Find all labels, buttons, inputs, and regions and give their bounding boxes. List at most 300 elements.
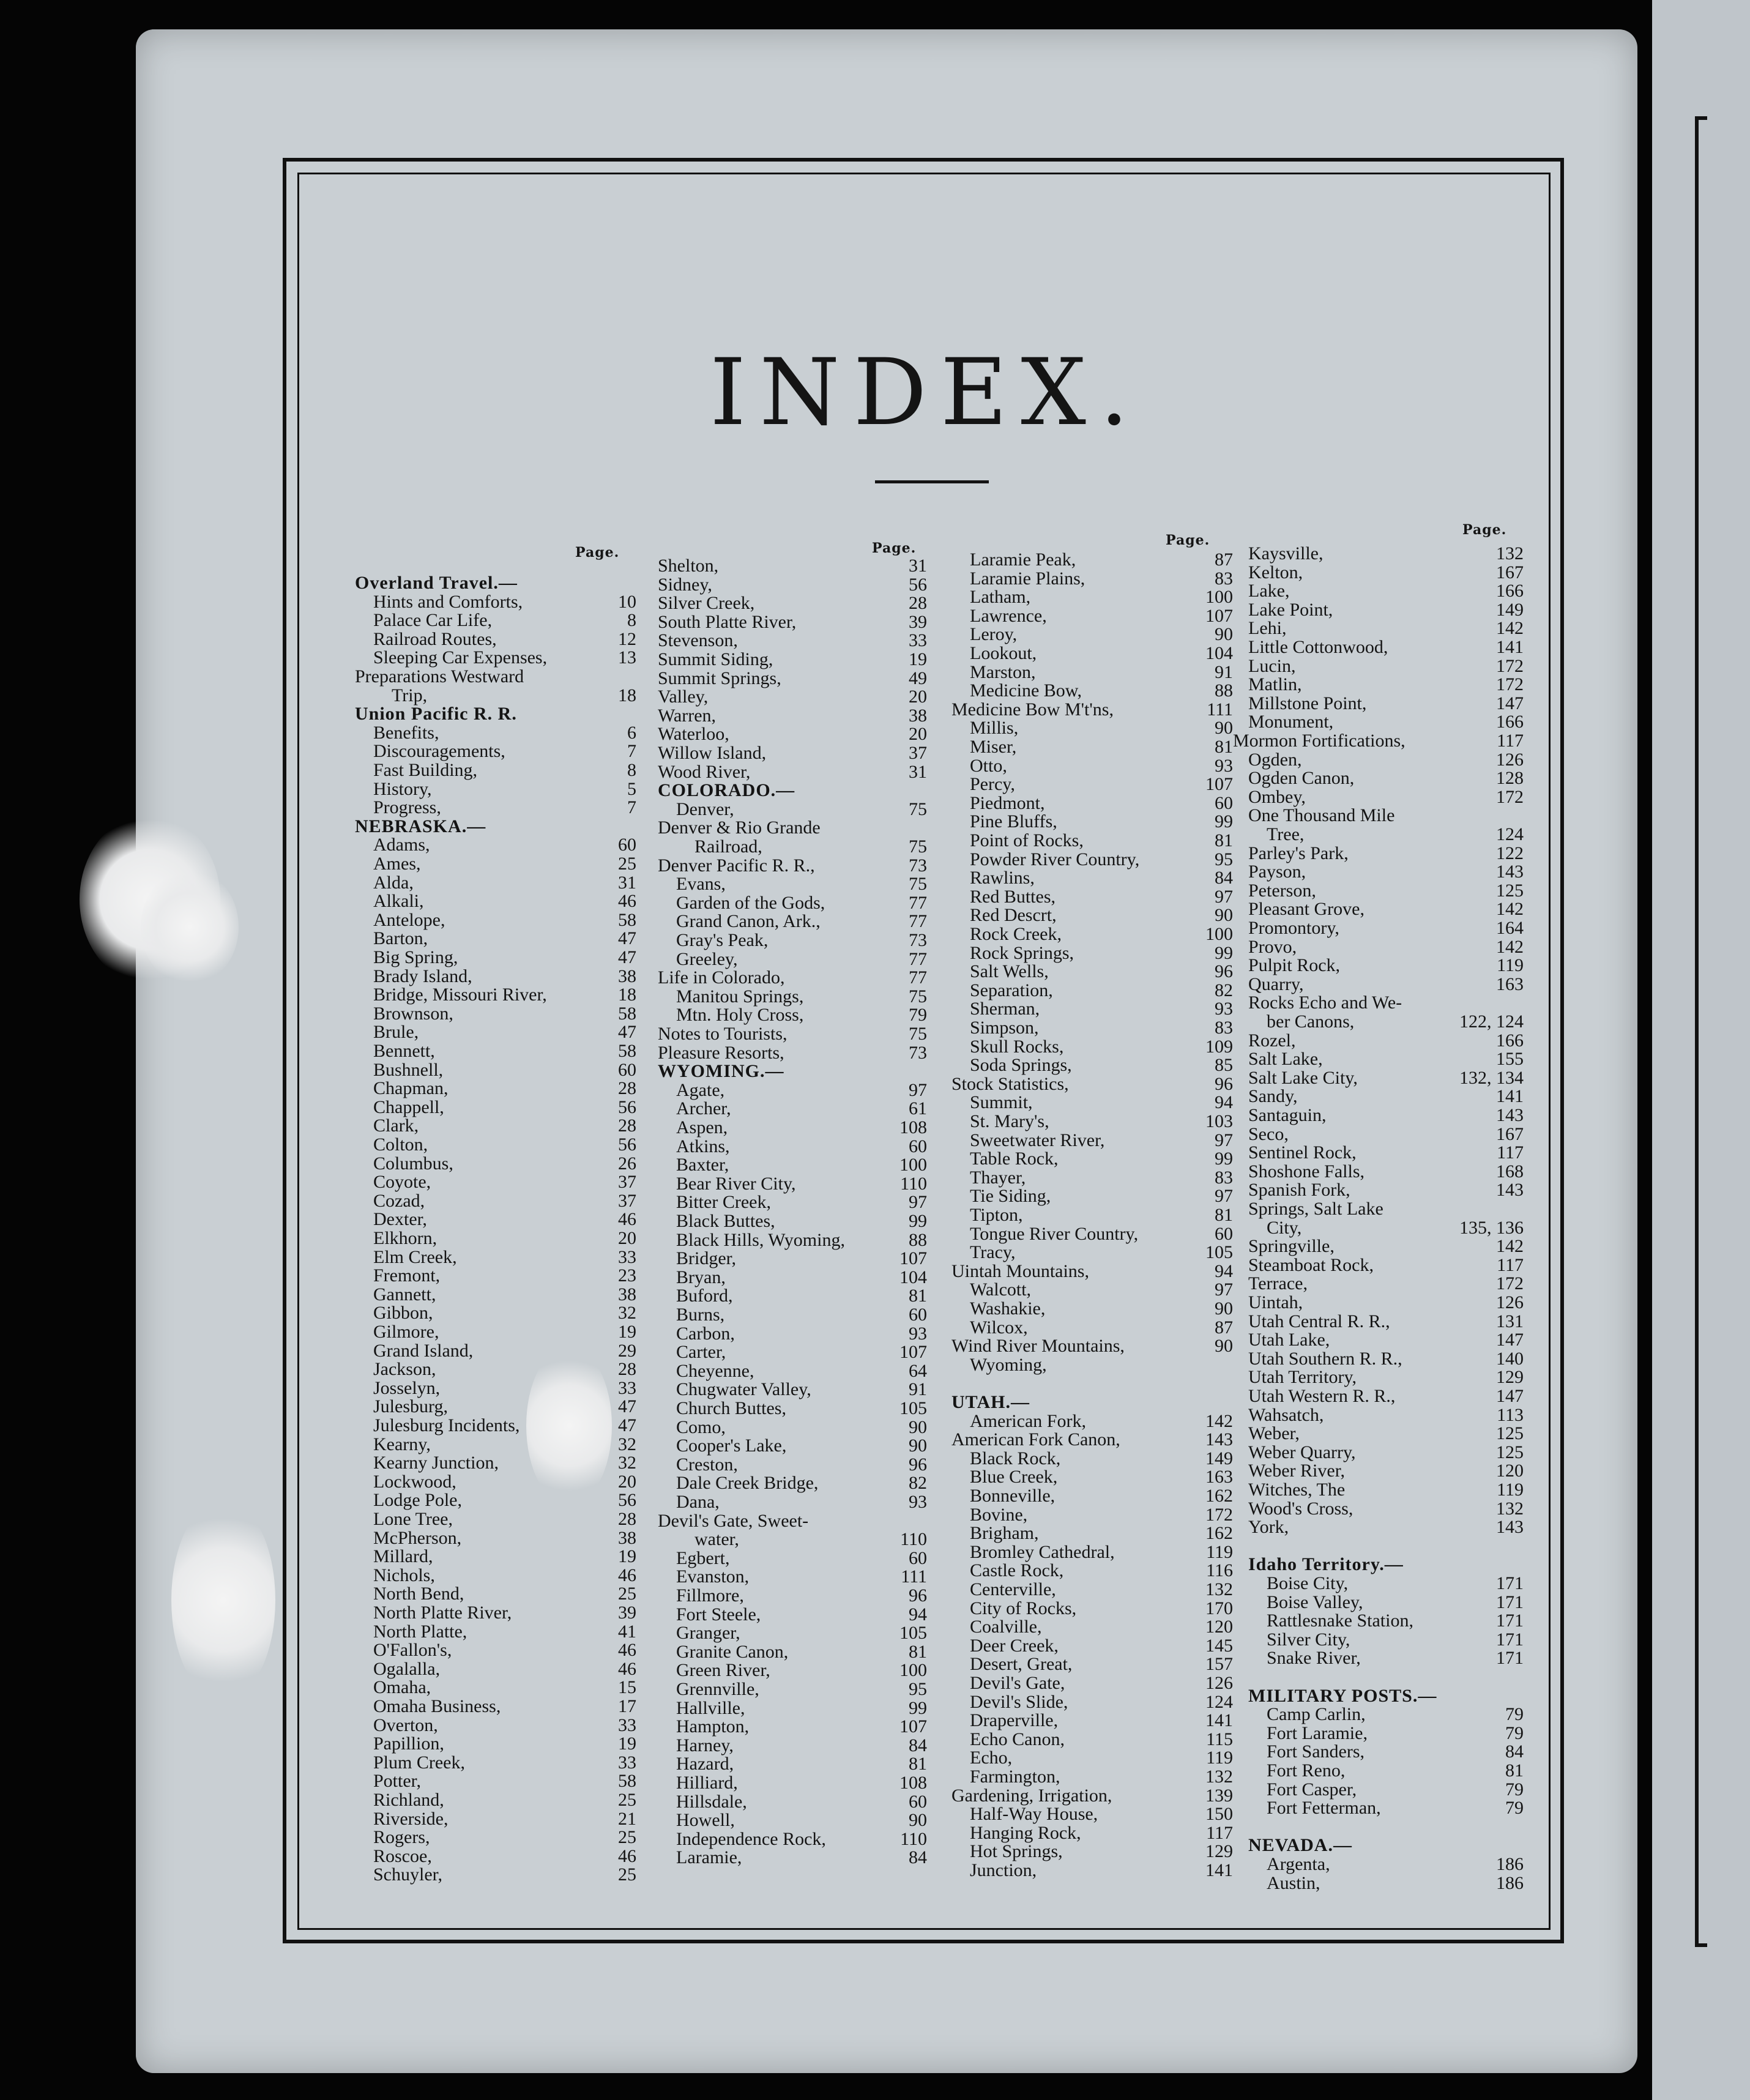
index-entry	[658, 1418, 939, 1437]
entry-text: Richland,	[373, 1790, 444, 1810]
entry-page-number: 132	[1496, 543, 1524, 564]
entry-page-number: 150	[1205, 1804, 1233, 1825]
index-entry	[1248, 1275, 1530, 1293]
index-entry	[1248, 676, 1530, 694]
entry-text: Monument,	[1248, 712, 1334, 732]
paper-stain	[171, 1499, 275, 1701]
index-entry	[658, 631, 939, 650]
entry-page-number: 140	[1496, 1348, 1524, 1369]
entry-page-number: 132	[1496, 1498, 1524, 1519]
entry-text: Witches, The	[1248, 1480, 1346, 1500]
entry-page-number: 107	[899, 1716, 927, 1737]
index-entry	[355, 836, 636, 854]
entry-page-number: 135, 136	[1459, 1217, 1524, 1238]
entry-text: Bonneville,	[970, 1486, 1056, 1506]
entry-text: Summit Siding,	[658, 649, 773, 669]
entry-text: Roscoe,	[373, 1845, 432, 1866]
entry-page-number: 56	[618, 1097, 636, 1117]
entry-text: Skull Rocks,	[970, 1036, 1064, 1057]
index-entry	[951, 832, 1257, 850]
entry-text: Red Buttes,	[970, 886, 1056, 907]
index-entry	[1248, 844, 1530, 863]
entry-text: Medicine Bow M't'ns,	[951, 699, 1114, 720]
entry-page-number: 124	[1496, 824, 1524, 844]
entry-page-number: 47	[618, 947, 636, 967]
entry-text: Riverside,	[373, 1808, 449, 1829]
index-entry	[355, 1566, 636, 1585]
entry-page-number: 26	[618, 1153, 636, 1174]
entry-text: Stevenson,	[658, 630, 738, 651]
entry-page-number: 172	[1496, 786, 1524, 807]
index-entry	[951, 663, 1257, 682]
entry-text: Argenta,	[1267, 1854, 1330, 1874]
index-entry	[355, 1267, 636, 1285]
entry-page-number: 79	[1505, 1779, 1524, 1800]
entry-page-number: 56	[909, 574, 927, 595]
index-entry	[355, 1623, 636, 1641]
entry-page-number: 143	[1496, 862, 1524, 882]
entry-text: Fort Reno,	[1267, 1760, 1346, 1781]
index-entry	[658, 894, 939, 912]
entry-page-number: 81	[1215, 830, 1233, 851]
entry-page-number: 104	[899, 1267, 927, 1287]
entry-text: Atkins,	[676, 1136, 730, 1156]
entry-text: Fort Laramie,	[1267, 1722, 1368, 1743]
entry-page-number: 141	[1205, 1710, 1233, 1731]
entry-page-number: 99	[909, 1697, 927, 1718]
entry-page-number: 39	[909, 611, 927, 632]
entry-text: Peterson,	[1248, 880, 1316, 901]
page-column-heading: Page.	[872, 540, 917, 556]
entry-page-number: 147	[1496, 1386, 1524, 1406]
index-entry	[658, 1249, 939, 1268]
index-entry	[1248, 1574, 1530, 1593]
entry-text: Aspen,	[676, 1117, 728, 1138]
entry-text: Shoshone Falls,	[1248, 1161, 1365, 1182]
entry-text: Springs, Salt Lake	[1248, 1199, 1383, 1219]
index-entry	[1248, 1219, 1530, 1237]
index-section-heading	[1248, 1687, 1530, 1705]
index-entry	[355, 1023, 636, 1041]
entry-text: UTAH.—	[951, 1392, 1030, 1412]
index-entry	[951, 981, 1257, 1000]
entry-text: Railroad,	[694, 836, 762, 857]
index-entry	[658, 1624, 939, 1642]
entry-page-number: 31	[618, 872, 636, 893]
entry-page-number: 33	[618, 1377, 636, 1398]
index-entry	[355, 1678, 636, 1697]
entry-page-number: 93	[1215, 755, 1233, 776]
entry-page-number: 28	[618, 1078, 636, 1099]
index-entry	[1248, 1874, 1530, 1893]
entry-page-number: 115	[1206, 1729, 1233, 1749]
entry-text: Plum Creek,	[373, 1752, 465, 1773]
entry-text: Hilliard,	[676, 1773, 738, 1793]
index-entry	[1248, 619, 1530, 638]
entry-text: Sentinel Rock,	[1248, 1142, 1357, 1163]
entry-page-number: 141	[1496, 637, 1524, 657]
index-entry	[1248, 1181, 1530, 1199]
entry-text: York,	[1248, 1517, 1289, 1538]
entry-text: Fillmore,	[676, 1585, 744, 1606]
entry-page-number: 163	[1496, 974, 1524, 994]
entry-text: Seco,	[1248, 1123, 1289, 1144]
entry-text: Tongue River Country,	[970, 1223, 1139, 1244]
entry-page-number: 15	[618, 1677, 636, 1698]
index-entry	[1248, 1144, 1530, 1162]
index-entry	[1248, 1518, 1530, 1536]
entry-text: Agate,	[676, 1079, 725, 1100]
entry-text: Manitou Springs,	[676, 986, 804, 1007]
index-entry	[658, 1156, 939, 1174]
entry-page-number: 75	[909, 1024, 927, 1044]
entry-text: Brady Island,	[373, 966, 472, 986]
entry-page-number: 56	[618, 1134, 636, 1155]
index-entry	[355, 1323, 636, 1341]
index-entry	[951, 1112, 1257, 1131]
index-entry	[658, 707, 939, 725]
index-entry	[1248, 788, 1530, 806]
index-entry	[951, 1693, 1257, 1711]
index-entry	[951, 1674, 1257, 1692]
entry-page-number: 60	[1215, 1223, 1233, 1244]
entry-page-number: 81	[1505, 1760, 1524, 1781]
entry-page-number: 84	[1215, 868, 1233, 888]
entry-page-number: 99	[909, 1211, 927, 1231]
entry-text: Preparations Westward	[355, 666, 524, 687]
entry-page-number: 75	[909, 986, 927, 1007]
entry-text: Denver Pacific R. R.,	[658, 855, 815, 876]
entry-text: Sandy,	[1248, 1086, 1298, 1107]
index-entry	[658, 1737, 939, 1755]
index-entry	[1248, 1649, 1530, 1667]
index-entry	[658, 1587, 939, 1605]
entry-page-number: 90	[909, 1435, 927, 1456]
entry-text: Washakie,	[970, 1298, 1046, 1319]
entry-page-number: 143	[1205, 1429, 1233, 1450]
entry-text: North Platte River,	[373, 1603, 512, 1623]
entry-text: American Fork,	[970, 1410, 1086, 1431]
entry-page-number: 6	[627, 722, 636, 743]
index-entry	[951, 1019, 1257, 1037]
index-entry	[355, 611, 636, 630]
entry-text: Mormon Fortifications,	[1233, 731, 1406, 751]
entry-text: Grand Canon, Ark.,	[676, 911, 821, 932]
index-entry	[658, 1643, 939, 1661]
entry-text: Sherman,	[970, 999, 1040, 1019]
index-entry	[658, 763, 939, 781]
entry-page-number: 90	[1215, 905, 1233, 926]
title-rule	[875, 480, 989, 483]
entry-page-number: 105	[899, 1623, 927, 1644]
entry-text: Kearny Junction,	[373, 1453, 499, 1473]
index-entry	[951, 888, 1257, 906]
entry-text: Jackson,	[373, 1359, 436, 1380]
entry-text: Big Spring,	[373, 947, 458, 967]
entry-page-number: 168	[1496, 1161, 1524, 1182]
entry-text: Waterloo,	[658, 724, 729, 745]
index-entry	[355, 911, 636, 929]
entry-page-number: 75	[909, 799, 927, 819]
index-entry	[658, 1100, 939, 1118]
entry-page-number: 172	[1496, 1273, 1524, 1294]
index-entry	[951, 1562, 1257, 1580]
index-entry	[355, 1547, 636, 1566]
entry-text: Lawrence,	[970, 605, 1047, 626]
entry-text: Ogden Canon,	[1248, 768, 1355, 789]
index-entry	[951, 1000, 1257, 1018]
entry-page-number: 79	[1505, 1722, 1524, 1743]
entry-text: Willow Island,	[658, 743, 767, 763]
index-entry	[951, 1805, 1257, 1823]
entry-page-number: 82	[1215, 980, 1233, 1000]
entry-page-number: 164	[1496, 918, 1524, 938]
entry-text: North Bend,	[373, 1584, 464, 1604]
entry-page-number: 84	[909, 1847, 927, 1868]
entry-text: Black Buttes,	[676, 1211, 775, 1231]
entry-page-number: 91	[909, 1379, 927, 1400]
entry-page-number: 47	[618, 1396, 636, 1417]
index-entry	[658, 1474, 939, 1492]
page-column-heading: Page.	[1166, 532, 1210, 548]
index-entry	[1248, 1743, 1530, 1761]
index-entry	[951, 1468, 1257, 1486]
entry-text: Railroad Routes,	[373, 628, 497, 649]
entry-page-number: 47	[618, 928, 636, 949]
index-entry	[951, 1768, 1257, 1786]
entry-text: Millard,	[373, 1546, 433, 1567]
entry-page-number: 46	[618, 1209, 636, 1230]
index-entry	[1248, 1799, 1530, 1817]
entry-text: Greeley,	[676, 948, 738, 969]
entry-text: Columbus,	[373, 1153, 453, 1174]
entry-text: Harney,	[676, 1735, 734, 1756]
entry-text: Parley's Park,	[1248, 843, 1349, 863]
entry-page-number: 132	[1205, 1579, 1233, 1599]
index-entry	[1233, 731, 1530, 751]
entry-text: Leroy,	[970, 624, 1018, 645]
entry-page-number: 96	[909, 1454, 927, 1475]
entry-text: Ogalalla,	[373, 1658, 441, 1679]
index-entry	[1248, 1087, 1530, 1106]
index-entry	[355, 1697, 636, 1716]
page-title: INDEX.	[710, 340, 1142, 446]
entry-page-number: 147	[1496, 693, 1524, 713]
index-entry	[1248, 1818, 1530, 1836]
entry-page-number: 58	[618, 909, 636, 930]
entry-page-number: 64	[909, 1360, 927, 1381]
index-entry	[355, 1716, 636, 1735]
entry-page-number: 33	[909, 630, 927, 651]
entry-page-number: 117	[1206, 1822, 1233, 1843]
index-entry	[951, 1543, 1257, 1562]
entry-page-number: 8	[627, 760, 636, 780]
index-entry	[1248, 769, 1530, 788]
index-entry	[658, 931, 939, 950]
entry-text: Discouragements,	[373, 741, 505, 762]
index-entry	[658, 1793, 939, 1811]
entry-text: Brownson,	[373, 1003, 453, 1024]
entry-page-number: 20	[618, 1228, 636, 1248]
index-entry	[1248, 1855, 1530, 1874]
entry-page-number: 149	[1496, 599, 1524, 620]
entry-text: Salt Lake City,	[1248, 1067, 1358, 1088]
entry-text: Notes to Tourists,	[658, 1024, 788, 1044]
entry-text: Gray's Peak,	[676, 930, 769, 950]
entry-page-number: 119	[1497, 955, 1524, 976]
index-entry	[1248, 638, 1530, 657]
entry-page-number: 104	[1205, 643, 1233, 663]
entry-text: Elkhorn,	[373, 1228, 438, 1248]
entry-page-number: 100	[1205, 587, 1233, 608]
entry-text: Promontory,	[1248, 918, 1339, 938]
entry-page-number: 97	[1215, 1279, 1233, 1300]
index-entry	[951, 1749, 1257, 1767]
index-entry	[658, 988, 939, 1006]
entry-text: O'Fallon's,	[373, 1640, 452, 1661]
entry-page-number: 125	[1496, 880, 1524, 901]
index-entry	[355, 687, 636, 705]
entry-page-number: 37	[618, 1172, 636, 1193]
entry-page-number: 75	[909, 874, 927, 895]
index-entry	[355, 1117, 636, 1135]
index-entry	[951, 1187, 1257, 1205]
entry-page-number: 46	[618, 891, 636, 912]
entry-page-number: 142	[1496, 1236, 1524, 1257]
index-entry	[355, 1210, 636, 1229]
entry-page-number: 122, 124	[1459, 1011, 1524, 1032]
entry-text: Bitter Creek,	[676, 1192, 771, 1213]
entry-text: Marston,	[970, 661, 1036, 682]
entry-page-number: 77	[909, 948, 927, 969]
index-entry	[951, 1093, 1257, 1112]
entry-text: Lucin,	[1248, 655, 1296, 676]
entry-page-number: 32	[618, 1303, 636, 1324]
index-entry	[1248, 1724, 1530, 1743]
entry-page-number: 171	[1496, 1648, 1524, 1669]
index-entry	[355, 855, 636, 873]
entry-page-number: 81	[1215, 737, 1233, 757]
entry-page-number: 95	[1215, 849, 1233, 869]
entry-text: Table Rock,	[970, 1149, 1059, 1169]
entry-page-number: 117	[1497, 731, 1524, 751]
entry-text: Life in Colorado,	[658, 967, 785, 988]
entry-page-number: 31	[909, 556, 927, 576]
index-entry	[658, 800, 939, 819]
entry-page-number: 20	[909, 724, 927, 745]
entry-page-number: 20	[909, 687, 927, 707]
entry-page-number: 37	[909, 743, 927, 763]
entry-text: Kaysville,	[1248, 543, 1324, 564]
entry-text: Tie Siding,	[970, 1186, 1051, 1207]
entry-text: Dale Creek Bridge,	[676, 1473, 819, 1494]
index-entry	[951, 1524, 1257, 1543]
index-entry	[1248, 1294, 1530, 1312]
entry-page-number: 58	[618, 1003, 636, 1024]
entry-text: Bridge, Missouri River,	[373, 985, 547, 1005]
entry-page-number: 119	[1497, 1480, 1524, 1500]
entry-page-number: 60	[909, 1791, 927, 1812]
index-entry	[658, 1343, 939, 1361]
entry-text: Garden of the Gods,	[676, 892, 825, 913]
entry-text: Clark,	[373, 1115, 419, 1136]
entry-text: American Fork Canon,	[951, 1429, 1120, 1450]
entry-text: Desert, Great,	[970, 1654, 1073, 1675]
entry-text: Piedmont,	[970, 792, 1045, 813]
index-entry	[1248, 1163, 1530, 1181]
entry-text: COLORADO.—	[658, 780, 795, 801]
index-entry	[1248, 751, 1530, 769]
index-entry	[951, 1412, 1257, 1431]
entry-page-number: 18	[618, 685, 636, 706]
entry-text: Laramie,	[676, 1847, 742, 1868]
entry-text: Camp Carlin,	[1267, 1704, 1366, 1725]
entry-text: Hot Springs,	[970, 1841, 1063, 1862]
index-entry	[951, 1243, 1257, 1262]
entry-page-number: 142	[1496, 936, 1524, 957]
entry-page-number: 167	[1496, 562, 1524, 583]
entry-page-number: 75	[909, 836, 927, 857]
index-entry	[1248, 564, 1530, 582]
entry-page-number: 60	[618, 1059, 636, 1080]
index-entry	[951, 625, 1257, 644]
entry-text: Deer Creek,	[970, 1635, 1059, 1656]
index-entry	[658, 1849, 939, 1867]
entry-page-number: 111	[1207, 699, 1233, 720]
entry-page-number: 171	[1496, 1573, 1524, 1593]
entry-page-number: 33	[618, 1246, 636, 1267]
index-entry	[658, 1661, 939, 1680]
index-entry	[355, 1005, 636, 1023]
entry-text: Santaguin,	[1248, 1105, 1327, 1125]
entry-page-number: 116	[1206, 1560, 1233, 1581]
index-section-heading	[658, 781, 939, 800]
entry-page-number: 132, 134	[1459, 1067, 1524, 1088]
entry-page-number: 108	[899, 1773, 927, 1793]
index-entry	[951, 1637, 1257, 1655]
entry-text: Rozel,	[1248, 1030, 1296, 1051]
index-entry	[355, 986, 636, 1004]
entry-page-number: 147	[1496, 1330, 1524, 1350]
entry-text: Tree,	[1267, 824, 1305, 844]
entry-text: Denver & Rio Grande	[658, 817, 821, 838]
entry-text: Egbert,	[676, 1547, 730, 1568]
entry-page-number: 171	[1496, 1592, 1524, 1612]
entry-page-number: 111	[901, 1566, 927, 1587]
index-entry	[355, 1379, 636, 1398]
index-entry	[658, 1175, 939, 1193]
entry-page-number: 20	[618, 1471, 636, 1492]
index-entry	[1248, 825, 1530, 844]
entry-text: Utah Western R. R.,	[1248, 1386, 1396, 1406]
index-entry	[951, 1861, 1257, 1880]
entry-page-number: 97	[1215, 886, 1233, 907]
entry-text: Chapman,	[373, 1078, 449, 1099]
index-entry	[1248, 1125, 1530, 1144]
entry-text: Como,	[676, 1417, 726, 1437]
index-entry	[658, 1025, 939, 1043]
index-entry	[658, 576, 939, 594]
entry-page-number: 83	[1215, 568, 1233, 589]
index-entry	[951, 1787, 1257, 1805]
entry-text: Brule,	[373, 1022, 419, 1043]
entry-page-number: 58	[618, 1041, 636, 1061]
index-entry	[1248, 657, 1530, 676]
index-entry	[355, 1772, 636, 1790]
entry-text: Uintah,	[1248, 1292, 1303, 1312]
entry-text: water,	[694, 1529, 739, 1550]
entry-text: Gardening, Irrigation,	[951, 1785, 1112, 1806]
